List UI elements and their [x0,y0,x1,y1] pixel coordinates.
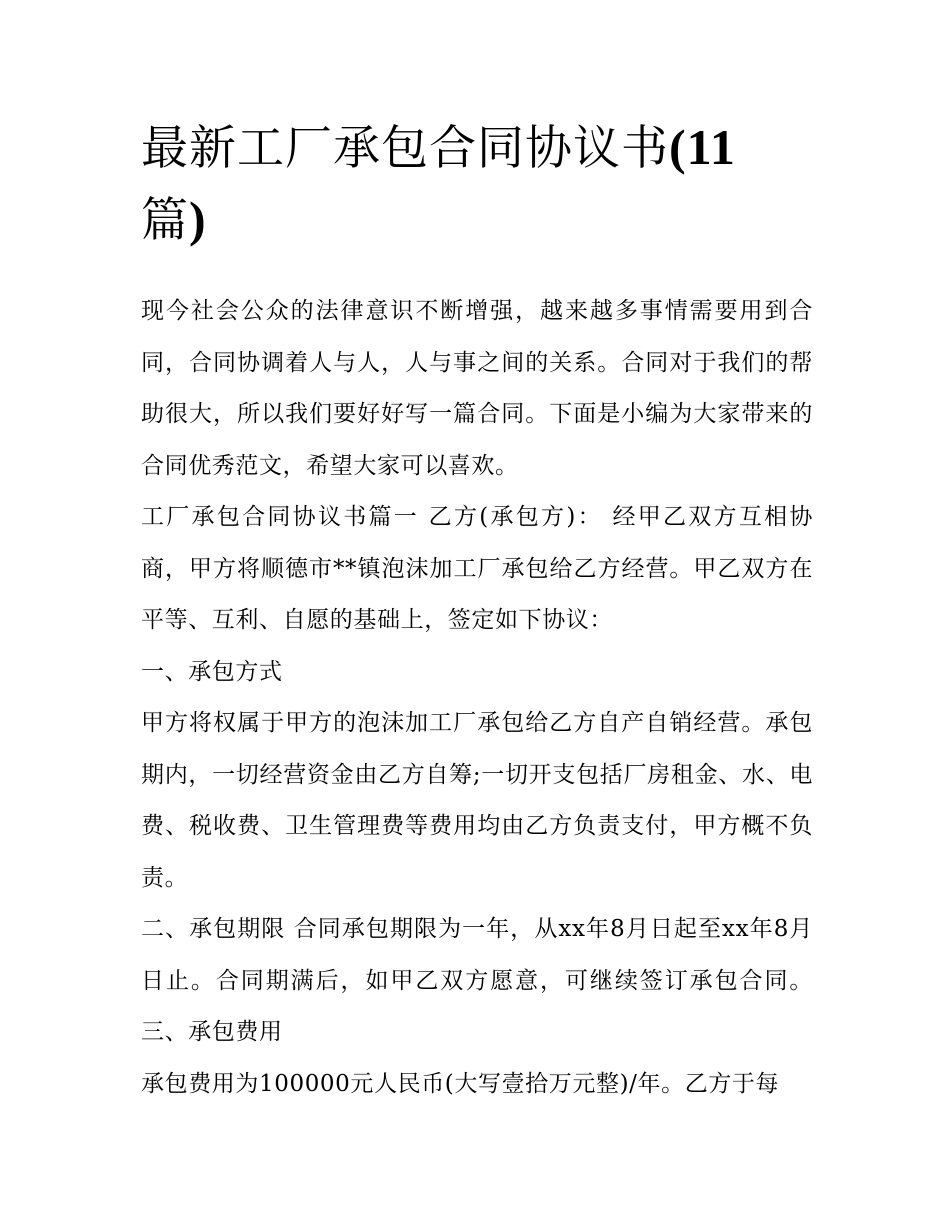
section-heading-contract-mode: 一、承包方式 [141,658,283,685]
contract-term-paragraph: 二、承包期限 合同承包期限为一年，从xx年8月日起至xx年8月日止。合同期满后，如甲乙双方愿意，可继续签订承包合同。 三、承包费用 [141,916,813,1045]
title-count: (11 [669,119,736,175]
document-body [141,286,813,1110]
title-main: 最新工厂承包合同协议书 [141,121,669,176]
contract-mode-paragraph: 甲方将权属于甲方的泡沫加工厂承包给乙方自产自销经营。承包期内，一切经营资金由乙方自筹;一切开支包括厂房租金、水、电费、税收费、卫生管理费等费用均由乙方负责支付，甲方概不负责。 [141,710,813,891]
document-page [141,112,813,1110]
contract-fee-paragraph: 承包费用为100000元人民币(大写壹拾万元整)/年。乙方于每 [141,1070,780,1097]
contract-preamble: 工厂承包合同协议书篇一 乙方(承包方)： 经甲乙双方互相协商，甲方将顺德市**镇泡沫加工厂承包给乙方经营。甲乙双方在平等、互利、自愿的基础上，签定如下协议： [141,504,813,633]
intro-paragraph: 现今社会公众的法律意识不断增强，越来越多事情需要用到合同，合同协调着人与人，人与事之间的关系。合同对于我们的帮助很大，所以我们要好好写一篇合同。下面是小编为大家带来的合同优秀范文，希望大家可以喜欢。 [141,298,813,479]
title-suffix: 篇 [141,193,189,248]
document-title [141,112,813,256]
title-close-paren: ) [189,191,207,247]
